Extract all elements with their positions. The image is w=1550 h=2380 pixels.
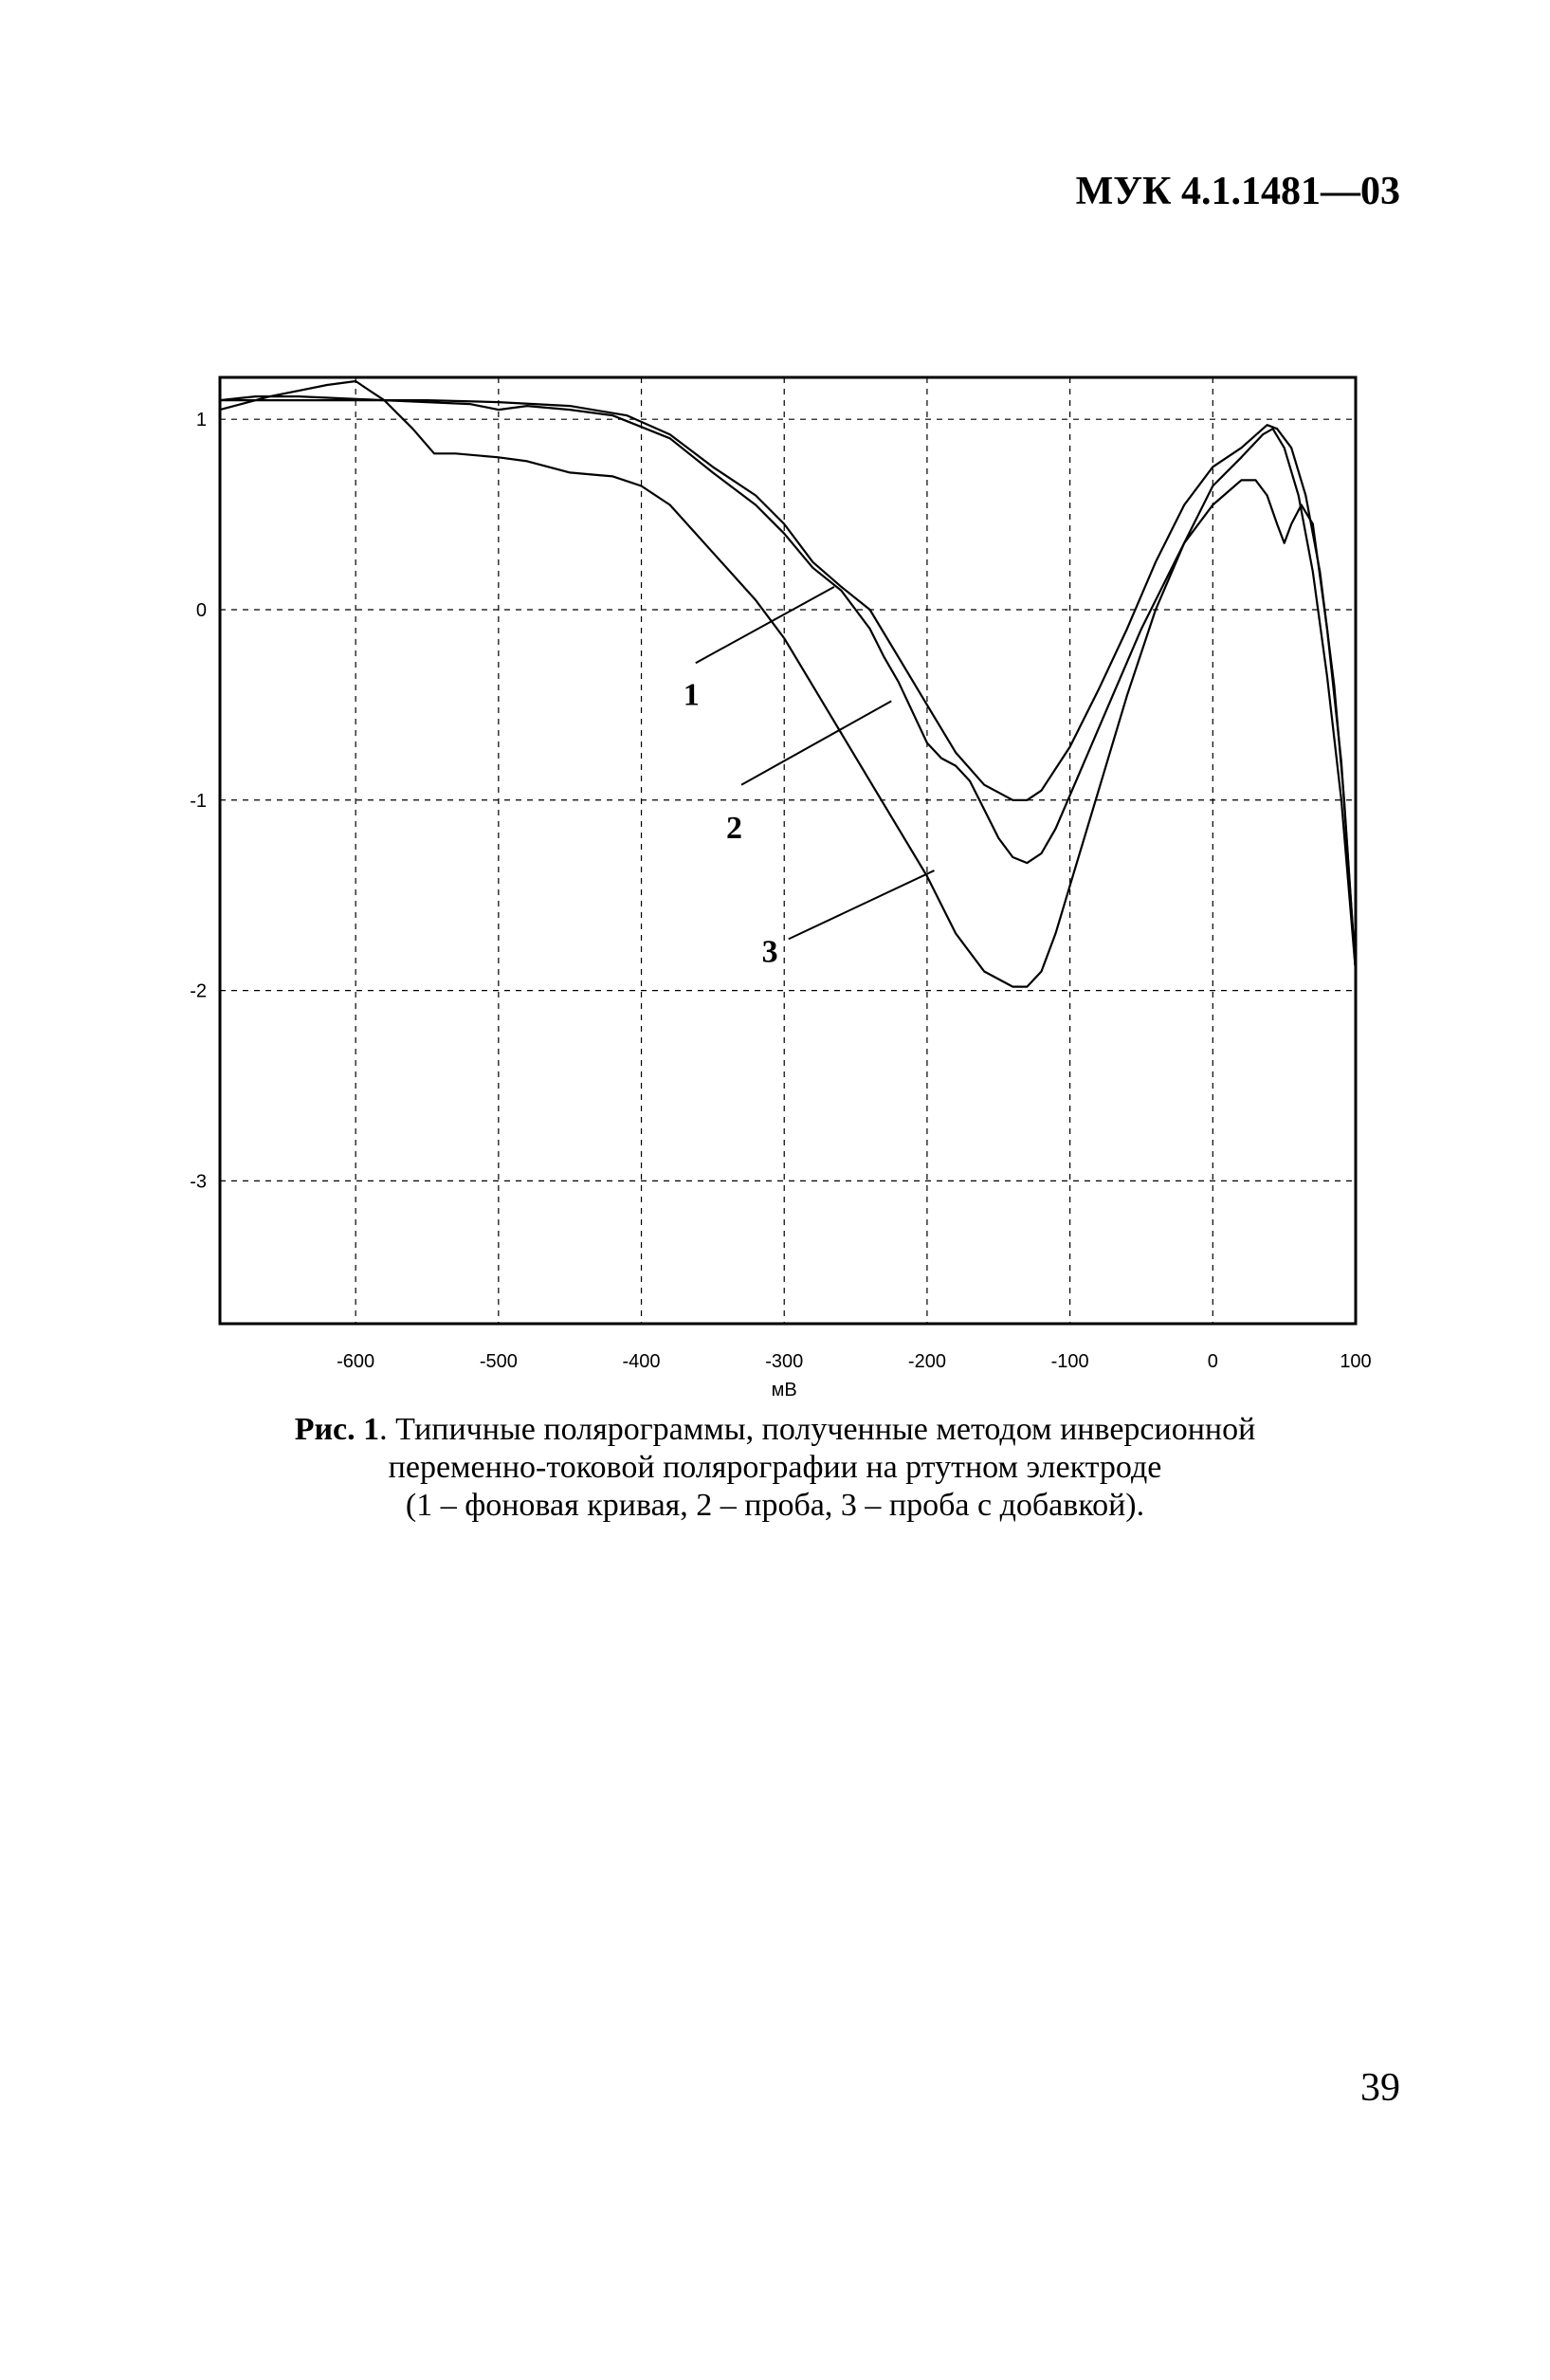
series-line-3 (220, 381, 1356, 987)
x-tick-label: -200 (907, 1351, 946, 1372)
x-axis-label: мВ (771, 1380, 797, 1401)
y-tick-label: 0 (195, 599, 207, 621)
x-tick-label: 0 (1207, 1351, 1218, 1372)
curve-number-3: 3 (761, 934, 778, 970)
caption-line-2: переменно-токовой полярографии на ртутном электроде (388, 1450, 1162, 1485)
curve-number-1: 1 (683, 677, 700, 713)
plot-frame (220, 377, 1356, 1324)
y-tick-label: -1 (190, 790, 207, 812)
x-tick-label: -300 (765, 1351, 804, 1372)
figure-caption (171, 1411, 1379, 1525)
y-tick-label: -2 (190, 980, 207, 1002)
x-tick-label: -600 (337, 1351, 375, 1372)
caption-label: Рис. 1 (294, 1412, 380, 1447)
series-line-2 (220, 396, 1356, 971)
x-tick-label: -100 (1050, 1351, 1089, 1372)
page-number: 39 (1360, 2066, 1400, 2110)
annotation-leader-3 (789, 870, 935, 939)
caption-line-1: . Типичные полярограммы, полученные методом инверсионной (379, 1412, 1256, 1447)
x-tick-label: -500 (479, 1351, 518, 1372)
x-tick-label: 100 (1340, 1351, 1372, 1372)
series-line-1 (220, 400, 1356, 971)
document-id: МУК 4.1.1481—03 (1075, 170, 1400, 213)
caption-line-3: (1 – фоновая кривая, 2 – проба, 3 – проба с добавкой). (405, 1488, 1145, 1523)
y-tick-label: 1 (195, 410, 207, 431)
curve-number-2: 2 (725, 810, 742, 846)
y-tick-label: -3 (190, 1171, 207, 1193)
x-tick-label: -400 (622, 1351, 661, 1372)
annotation-leader-1 (696, 587, 834, 663)
annotation-leader-2 (741, 701, 891, 784)
